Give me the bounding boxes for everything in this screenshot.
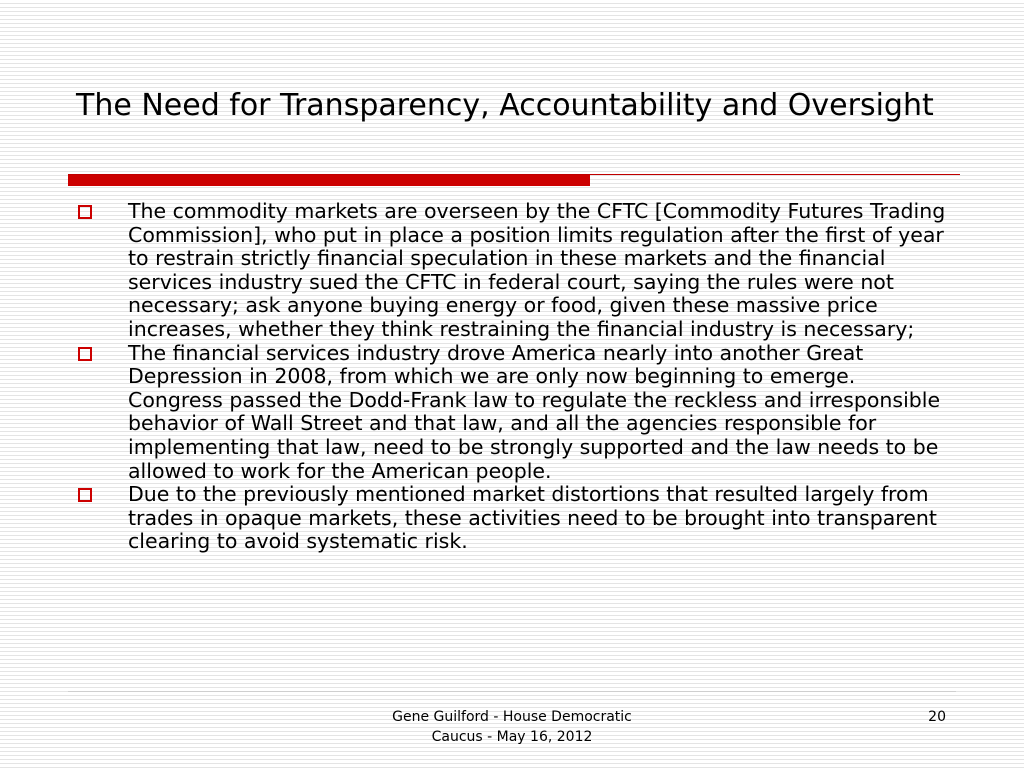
title-divider xyxy=(68,174,960,186)
square-bullet-icon xyxy=(78,488,92,502)
page-number: 20 xyxy=(928,709,946,725)
bullet-text: The commodity markets are overseen by the CFTC [Commodity Futures Trading Commission], who put in place a position limits regulation after the first of year to restrain strictly financial speculation in these markets and the financial services industry sued the CFTC in federal court, saying the rules were not necessary; ask anyone buying energy or food, given these massive price increases, whether they think restraining the financial industry is necessary; xyxy=(128,199,946,341)
list-item xyxy=(76,342,956,484)
footer-line-2: Caucus - May 16, 2012 xyxy=(431,729,593,745)
square-bullet-icon xyxy=(78,347,92,361)
square-bullet-icon xyxy=(78,205,92,219)
bullet-list xyxy=(76,200,956,554)
footer-caption xyxy=(340,707,684,747)
bullet-text: Due to the previously mentioned market distortions that resulted largely from trades in opaque markets, these activities need to be brought into transparent clearing to avoid systematic risk. xyxy=(128,482,937,554)
list-item xyxy=(76,483,956,554)
list-item xyxy=(76,200,956,342)
footer-line-1: Gene Guilford - House Democratic xyxy=(392,709,632,725)
slide-title: The Need for Transparency, Accountability and Oversight xyxy=(76,88,934,123)
title-divider-bar xyxy=(68,175,590,186)
bullet-text: The financial services industry drove America nearly into another Great Depression in 2008, from which we are only now beginning to emerge. Congress passed the Dodd-Frank law to regulate the reckless and irresponsible behavior of Wall Street and that law, and all the agencies responsible for implementing that law, need to be strongly supported and the law needs to be allowed to work for the American people. xyxy=(128,340,941,483)
footer-divider xyxy=(68,691,956,692)
